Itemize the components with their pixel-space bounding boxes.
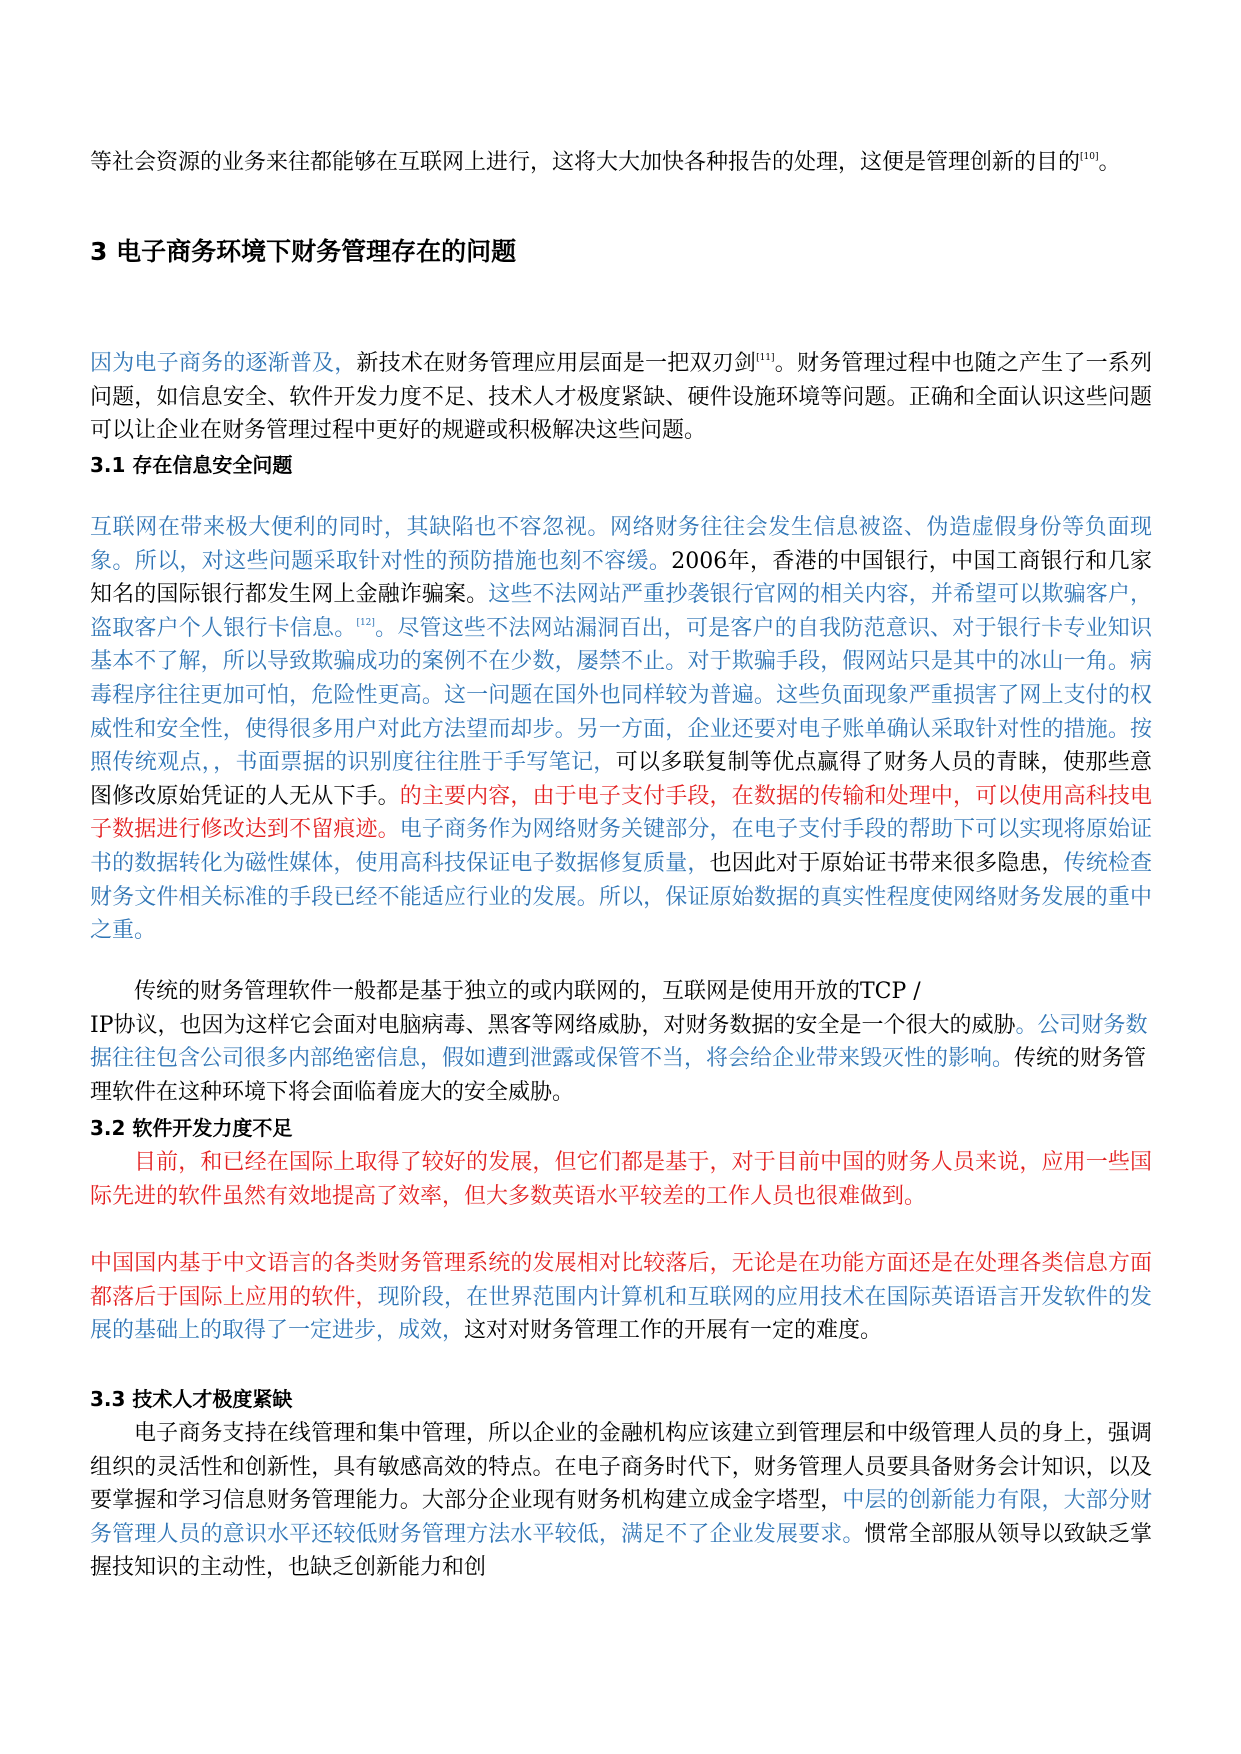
intro-paragraph — [90, 146, 1152, 180]
s33-black-1: 电子商务支持在线管理和集中管理，所以企业的金融机构应该建立到管理层和中级管理人员的身上，强调组织的灵活性和创新性，具有敏感高效的特点。在电子商务时代下，财务管理人员要具备财务会计知识，以及要掌握和学习信息财务管理能力。大部分企业现有财务机构建立成金字塔型， — [90, 1421, 1152, 1514]
s31-p2-blue: 。公司财务数据往往包含公司很多内部绝密信息，假如遭到泄露或保管不当，将会给企业带来毁灭性的影响。 — [90, 1012, 1148, 1072]
section-3-1-paragraph-1 — [90, 511, 1152, 948]
section-3-2-paragraph-1: 目前，和已经在国际上取得了较好的发展，但它们都是基于，对于目前中国的财务人员来说，应用一些国际先进的软件虽然有效地提高了效率，但大多数英语水平较差的工作人员也很难做到。 — [90, 1150, 1152, 1209]
s31-black-3: 也因此对于原始证书带来很多隐患， — [709, 850, 1064, 876]
s32-red-2: 中国国内基于中文语言的各类财务管理系统的发展相对比较落后，无论是在功能方面还是在处理各类信息方面都落后于国际上应用的软件， — [90, 1251, 1152, 1310]
s3-blue-text: 因为电子商务的逐渐普及， — [90, 351, 357, 376]
s31-black-1: 2006年，香港的中国银行，中国工商银行和几家知名的国际银行都发生网上金融诈骗案。 — [90, 548, 1152, 608]
section-3-2-heading: 3.2 软件开发力度不足 — [90, 1116, 293, 1140]
s31-red-1: 的主要内容，由于电子支付手段，在数据的传输和处理中，可以使用高科技电子数据进行修改达到不留痕迹。 — [90, 783, 1152, 843]
section-3-3-paragraph — [90, 1417, 1152, 1585]
s3-black-text-a: 新技术在财务管理应用层面是一把双刃剑 — [356, 351, 757, 376]
s31-p2-black-a: 传统的财务管理软件一般都是基于独立的或内联网的，互联网是使用开放的TCP / — [134, 979, 921, 1004]
s33-blue: 中层的创新能力有限，大部分财务管理人员的意识水平还较低财务管理方法水平较低，满足不了企业发展要求。 — [90, 1488, 1152, 1547]
s31-blue-1: 互联网在带来极大便利的同时，其缺陷也不容忽视。网络财务往往会发生信息被盗、伪造虚假身份等负面现象。所以，对这些问题采取针对性的预防措施也刻不容缓。 — [90, 515, 1152, 574]
section-3-3-heading: 3.3 技术人才极度紧缺 — [90, 1387, 293, 1411]
section-3-1-heading: 3.1 存在信息安全问题 — [90, 453, 293, 477]
s32-blue: 现阶段，在世界范围内计算机和互联网的应用技术在国际英语语言开发软件的发展的基础上的取得了一定进步，成效， — [90, 1284, 1152, 1344]
s31-p2-black-c: 传统的财务管理软件在这种环境下将会面临着庞大的安全威胁。 — [90, 1046, 1147, 1105]
citation-10: [10] — [1080, 152, 1099, 162]
section-3-heading: 3 电子商务环境下财务管理存在的问题 — [90, 237, 517, 266]
s3-black-text-b: 。财务管理过程中也随之产生了一系列问题，如信息安全、软件开发力度不足、技术人才极度紧缺、硬件设施环境等问题。正确和全面认识这些问题可以让企业在财务管理过程中更好的规避或积极解决这些问题。 — [90, 351, 1152, 444]
citation-11: [11] — [756, 353, 775, 363]
intro-end: 。 — [1098, 150, 1121, 175]
s31-blue-3: 。尽管这些不法网站漏洞百出，可是客户的自我防范意识、对于银行卡专业知识基本不了解，所以导致欺骗成功的案例不在少数，屡禁不止。对于欺骗手段，假网站只是其中的冰山一角。病毒程序往往更加可怕，危险性更高。这一问题在国外也同样较为普遍。这些负面现象严重损害了网上支付的权威性和安全性，使得很多用户对此方法望而却步。另一方面，企业还要对电子账单确认采取针对性的措施。按照传统观点，，书面票据的识别度往往胜于手写笔记， — [90, 615, 1152, 776]
section-3-2-paragraph-2 — [90, 1247, 1152, 1348]
s33-black-2: 惯常全部服从领导以致缺乏掌握技知识的主动性，也缺乏创新能力和创 — [90, 1521, 1152, 1581]
s32-black: 这对对财务管理工作的开展有一定的难度。 — [464, 1318, 883, 1344]
intro-text: 等社会资源的业务来往都能够在互联网上进行，这将大大加快各种报告的处理，这便是管理创新的目的 — [90, 150, 1081, 175]
section-3-1-paragraph-2 — [90, 975, 1152, 1109]
s31-black-2: 可以多联复制等优点赢得了财务人员的青睐，使那些意图修改原始凭证的人无从下手。 — [90, 750, 1152, 809]
s31-blue-2: 这些不法网站严重抄袭银行官网的相关内容，并希望可以欺骗客户，盗取客户个人银行卡信息。 — [90, 582, 1152, 641]
s31-blue-5: 传统检查财务文件相关标准的手段已经不能适应行业的发展。所以，保证原始数据的真实性程度使网络财务发展的重中之重。 — [90, 850, 1152, 944]
s31-blue-4: 电子商务作为网络财务关键部分，在电子支付手段的帮助下可以实现将原始证书的数据转化为磁性媒体，使用高科技保证电子数据修复质量， — [90, 817, 1152, 876]
section-3-paragraph — [90, 347, 1152, 448]
citation-12: [12] — [356, 617, 375, 628]
s31-p2-black-b: IP协议，也因为这样它会面对电脑病毒、黑客等网络威胁，对财务数据的安全是一个很大的威胁 — [90, 1012, 1016, 1038]
